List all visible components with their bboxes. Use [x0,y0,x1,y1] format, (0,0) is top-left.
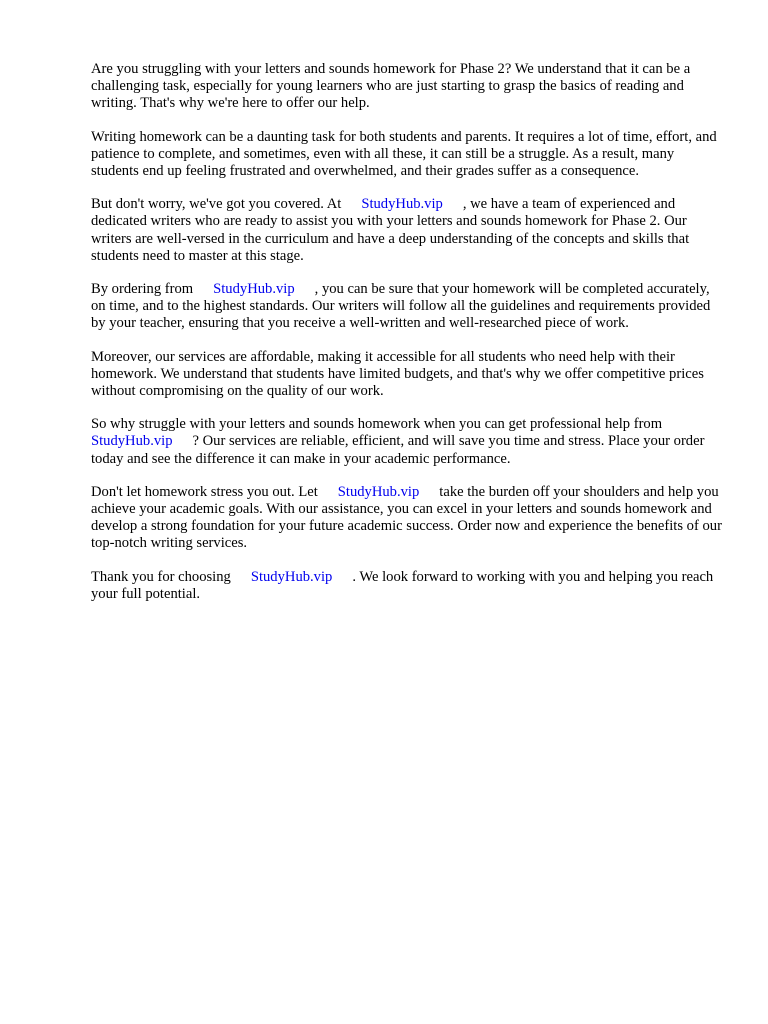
paragraph-why-struggle-text-before: So why struggle with your letters and sounds homework when you can get professional help from [91,416,663,433]
paragraph-why-struggle [91,416,723,468]
paragraph-thanks-text-before: Thank you for choosing [91,568,231,585]
paragraph-thanks-text-after: . We look forward to working with you and helping you reach your full potential. [91,568,714,602]
paragraph-covered [91,196,723,265]
studyhub-link[interactable]: StudyHub.vip [337,483,420,500]
document-body [91,61,723,619]
studyhub-link[interactable]: StudyHub.vip [91,433,173,450]
studyhub-link[interactable]: StudyHub.vip [361,196,443,213]
paragraph-thanks [91,569,723,603]
paragraph-ordering-text-after: , you can be sure that your homework will be completed accurately, on time, and to the highest standards. Our writers will follow all the guidelines and requirements provided by your teacher, ensuring that you receive a well-written and well-researched piece of work. [91,281,711,332]
paragraph-affordable: Moreover, our services are affordable, making it accessible for all students who need help with their homework. We understand that students have limited budgets, and that's why we offer competitive prices without compromising on the quality of our work. [91,348,704,400]
paragraph-why-struggle-text-after: ? Our services are reliable, efficient, and will save you time and stress. Place your order today and see the difference it can make in your academic performance. [91,433,705,467]
paragraph-ordering-text-before: By ordering from [91,281,194,298]
paragraph-ordering [91,281,723,333]
paragraph-challenge: Writing homework can be a daunting task for both students and parents. It requires a lot of time, effort, and patience to complete, and sometimes, even with all these, it can still be a struggle. As a result, many students end up feeling frustrated and overwhelmed, and their grades suffer as a consequence. [91,128,717,180]
paragraph-stress-text-before: Don't let homework stress you out. Let [91,483,318,500]
paragraph-stress-text-after: take the burden off your shoulders and help you achieve your academic goals. With our assistance, you can excel in your letters and sounds homework and develop a strong foundation for your future academic success. Order now and experience the benefits of our top-notch writing services. [91,483,722,552]
paragraph-covered-text-after: , we have a team of experienced and dedicated writers who are ready to assist you with your letters and sounds homework for Phase 2. Our writers are well-versed in the curriculum and have a deep understanding of the concepts and skills that students need to master at this stage. [91,196,690,264]
paragraph-covered-text-before: But don't worry, we've got you covered. At [91,196,342,213]
studyhub-link[interactable]: StudyHub.vip [213,281,295,298]
studyhub-link[interactable]: StudyHub.vip [250,568,333,585]
paragraph-intro: Are you struggling with your letters and sounds homework for Phase 2? We understand that it can be a challenging task, especially for young learners who are just starting to grasp the basics of reading and writing. That's why we're here to offer our help. [91,61,691,112]
paragraph-stress [91,484,723,553]
